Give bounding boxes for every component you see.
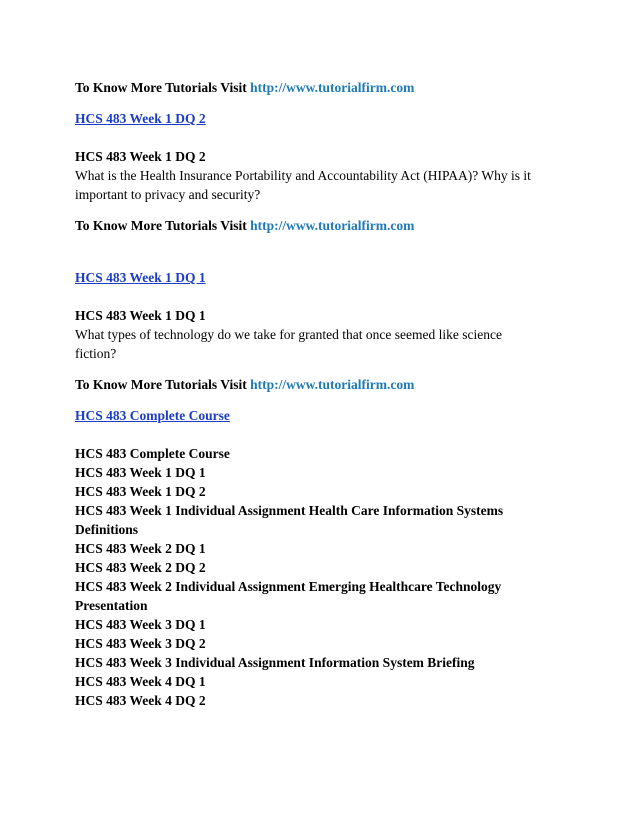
document-page — [75, 78, 575, 710]
section-link-week1-dq1[interactable]: HCS 483 Week 1 DQ 1 — [75, 270, 206, 285]
promo-url-link[interactable]: http://www.tutorialfirm.com — [250, 80, 415, 95]
promo-prefix: To Know More Tutorials Visit — [75, 377, 247, 392]
list-item: HCS 483 Week 4 DQ 1 — [75, 674, 206, 689]
list-item: HCS 483 Week 3 DQ 1 — [75, 617, 206, 632]
list-item: HCS 483 Week 3 Individual Assignment Information System Briefing — [75, 655, 475, 670]
section-link-complete-course[interactable]: HCS 483 Complete Course — [75, 408, 230, 423]
list-item: HCS 483 Week 2 DQ 2 — [75, 560, 206, 575]
list-item: HCS 483 Week 2 Individual Assignment Emerging Healthcare Technology Presentation — [75, 579, 502, 613]
list-item: HCS 483 Week 1 Individual Assignment Health Care Information Systems Definitions — [75, 503, 504, 537]
section-heading: HCS 483 Complete Course — [75, 446, 230, 461]
promo-url-link[interactable]: http://www.tutorialfirm.com — [250, 377, 415, 392]
list-item: HCS 483 Week 3 DQ 2 — [75, 636, 206, 651]
promo-prefix: To Know More Tutorials Visit — [75, 80, 247, 95]
list-item: HCS 483 Week 4 DQ 2 — [75, 693, 206, 708]
promo-url-link[interactable]: http://www.tutorialfirm.com — [250, 218, 415, 233]
promo-line — [75, 216, 575, 235]
list-item: HCS 483 Week 1 DQ 1 — [75, 465, 206, 480]
section-link-week1-dq2[interactable]: HCS 483 Week 1 DQ 2 — [75, 111, 206, 126]
section-heading: HCS 483 Week 1 DQ 1 — [75, 308, 206, 323]
section-body: What types of technology do we take for granted that once seemed like science fiction? — [75, 327, 502, 361]
section-heading: HCS 483 Week 1 DQ 2 — [75, 149, 206, 164]
promo-line — [75, 78, 575, 97]
list-item: HCS 483 Week 1 DQ 2 — [75, 484, 206, 499]
promo-line — [75, 375, 575, 394]
list-item: HCS 483 Week 2 DQ 1 — [75, 541, 206, 556]
section-body: What is the Health Insurance Portability and Accountability Act (HIPAA)? Why is it important to privacy and security? — [75, 168, 531, 202]
course-item-list — [75, 463, 555, 710]
promo-prefix: To Know More Tutorials Visit — [75, 218, 247, 233]
